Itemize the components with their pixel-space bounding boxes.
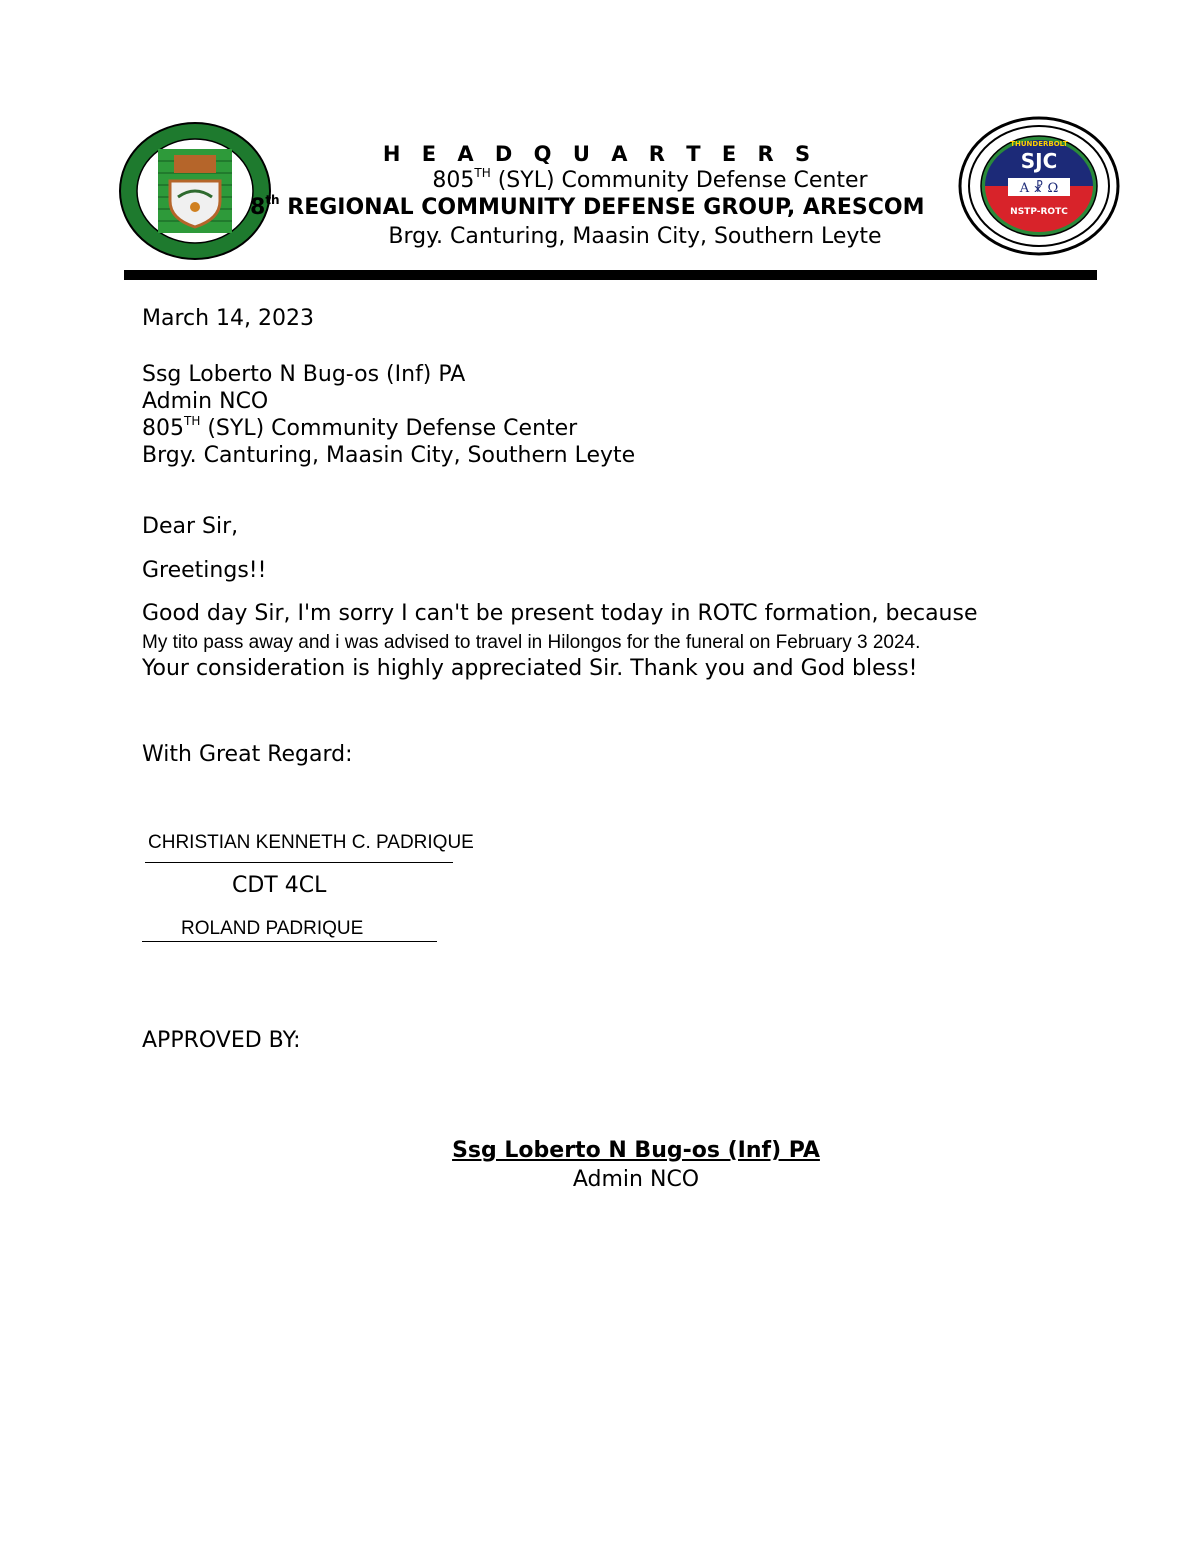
header-unit-rest: (SYL) Community Defense Center <box>490 168 868 193</box>
header-address: Brgy. Canturing, Maasin City, Southern Leyte <box>388 224 882 249</box>
body-line-1: Good day Sir, I'm sorry I can't be present today in ROTC formation, because <box>142 601 978 626</box>
header-unit-sup: TH <box>474 166 491 180</box>
body-line-3: Your consideration is highly appreciated Sir. Thank you and God bless! <box>142 656 918 681</box>
header-group-prefix: 8 <box>250 195 266 220</box>
sjc-banner-bottom: NSTP-ROTC <box>1010 207 1068 217</box>
sjc-center-text: SJC <box>1020 149 1058 173</box>
greeting: Greetings!! <box>142 558 267 583</box>
recipient-name: Ssg Loberto N Bug-os (Inf) PA <box>142 362 466 387</box>
recipient-unit-sup: TH <box>184 414 201 428</box>
header-unit <box>250 168 1050 193</box>
sjc-banner-top: THUNDERBOLT <box>1010 140 1068 148</box>
header-divider <box>124 270 1097 280</box>
header-unit-prefix: 805 <box>432 168 475 193</box>
signatory-name: CHRISTIAN KENNETH C. PADRIQUE <box>145 832 453 863</box>
approved-label: APPROVED BY: <box>142 1028 301 1053</box>
parent-name: ROLAND PADRIQUE <box>142 918 437 942</box>
header-group-sup: th <box>265 193 280 207</box>
approver-title: Admin NCO <box>572 1167 700 1192</box>
salutation: Dear Sir, <box>142 514 239 539</box>
recipient-title: Admin NCO <box>142 389 269 414</box>
recipient-unit <box>142 416 577 441</box>
header-group <box>250 195 925 220</box>
signatory-rank: CDT 4CL <box>232 873 327 898</box>
body-line-2: My tito pass away and i was advised to travel in Hilongos for the funeral on February 3 2024. <box>142 632 921 653</box>
letter-date: March 14, 2023 <box>142 306 315 331</box>
sjc-symbols: A ☧ Ω <box>1019 181 1059 196</box>
header-title: H E A D Q U A R T E R S <box>382 142 818 166</box>
recipient-unit-rest: (SYL) Community Defense Center <box>200 416 578 441</box>
recipient-unit-prefix: 805 <box>142 416 184 441</box>
header-group-rest: REGIONAL COMMUNITY DEFENSE GROUP, ARESCOM <box>279 195 925 220</box>
approver-name: Ssg Loberto N Bug-os (Inf) PA <box>452 1138 820 1163</box>
recipient-address: Brgy. Canturing, Maasin City, Southern Leyte <box>142 443 636 468</box>
closing: With Great Regard: <box>142 742 353 767</box>
